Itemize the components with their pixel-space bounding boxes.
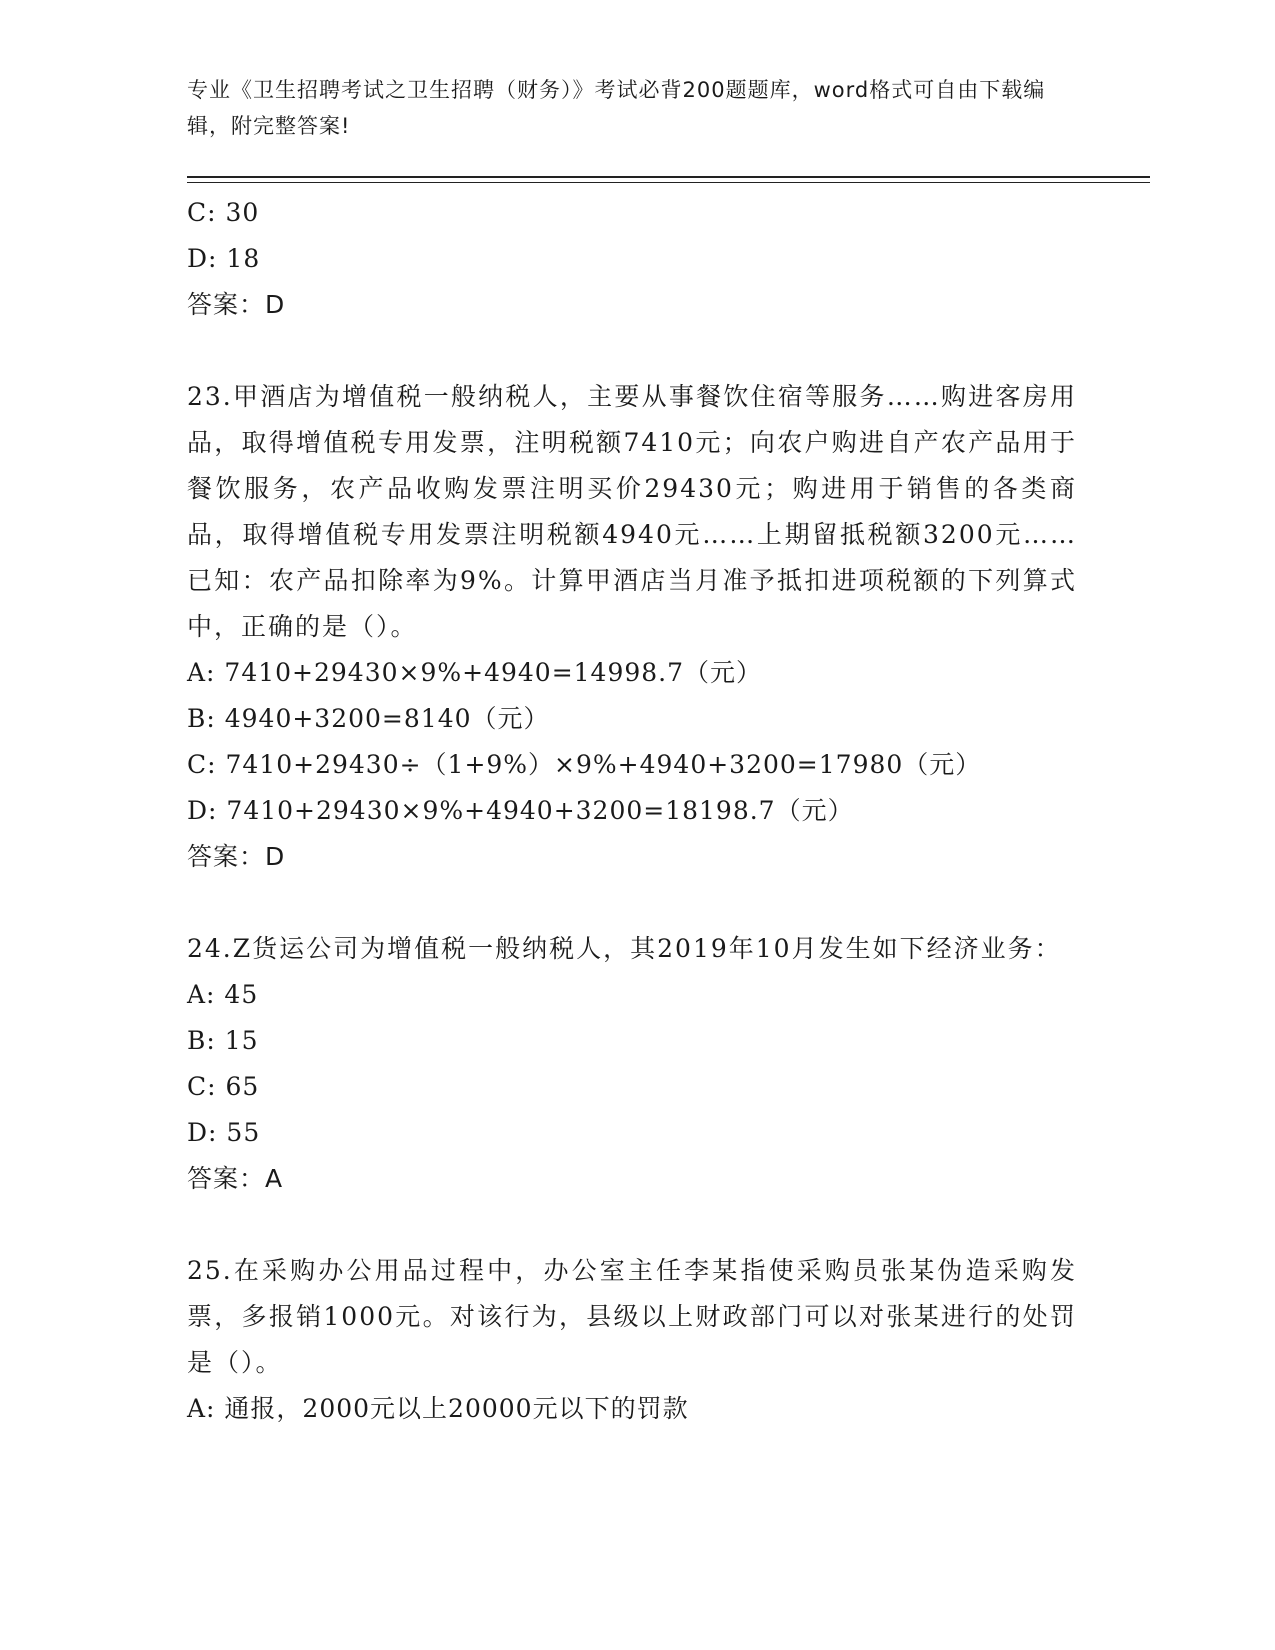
q24-option-c: C: 65	[187, 1072, 260, 1101]
header-divider-thin	[187, 182, 1150, 183]
q23-option-d: D: 7410+29430×9%+4940+3200=18198.7（元）	[187, 796, 854, 825]
q24-option-b: B: 15	[187, 1026, 259, 1055]
header-divider-thick	[187, 176, 1150, 178]
q23-option-b: B: 4940+3200=8140（元）	[187, 704, 550, 733]
q23-answer: 答案：D	[187, 842, 286, 871]
q24-option-d: D: 55	[187, 1118, 261, 1147]
q22-option-d: D: 18	[187, 244, 261, 273]
q24-answer: 答案：A	[187, 1164, 284, 1193]
q23-option-c: C: 7410+29430÷（1+9%）×9%+4940+3200=17980（元）	[187, 750, 982, 779]
q23-option-a: A: 7410+29430×9%+4940=14998.7（元）	[187, 658, 763, 687]
spacer	[187, 1202, 1087, 1248]
spacer	[187, 328, 1087, 374]
page-header: 专业《卫生招聘考试之卫生招聘（财务）》考试必背200题题库，word格式可自由下载编辑，附完整答案!	[187, 78, 1046, 138]
q24-option-a: A: 45	[187, 980, 259, 1009]
question-content	[187, 190, 1087, 1432]
q23-stem: 23.甲酒店为增值税一般纳税人，主要从事餐饮住宿等服务……购进客房用品，取得增值税专用发票，注明税额7410元；向农户购进自产农产品用于餐饮服务，农产品收购发票注明买价29430元；购进用于销售的各类商品，取得增值税专用发票注明税额4940元……上期留抵税额3200元……已知：农产品扣除率为9%。计算甲酒店当月准予抵扣进项税额的下列算式中，正确的是（）。	[187, 382, 1077, 641]
q24-stem: 24.Z货运公司为增值税一般纳税人，其2019年10月发生如下经济业务：	[187, 934, 1062, 963]
q22-option-c: C: 30	[187, 198, 260, 227]
spacer	[187, 880, 1087, 926]
q22-answer: 答案：D	[187, 290, 286, 319]
q25-stem: 25.在采购办公用品过程中，办公室主任李某指使采购员张某伪造采购发票，多报销1000元。对该行为，县级以上财政部门可以对张某进行的处罚是（）。	[187, 1256, 1077, 1377]
q25-option-a: A: 通报，2000元以上20000元以下的罚款	[187, 1394, 689, 1423]
